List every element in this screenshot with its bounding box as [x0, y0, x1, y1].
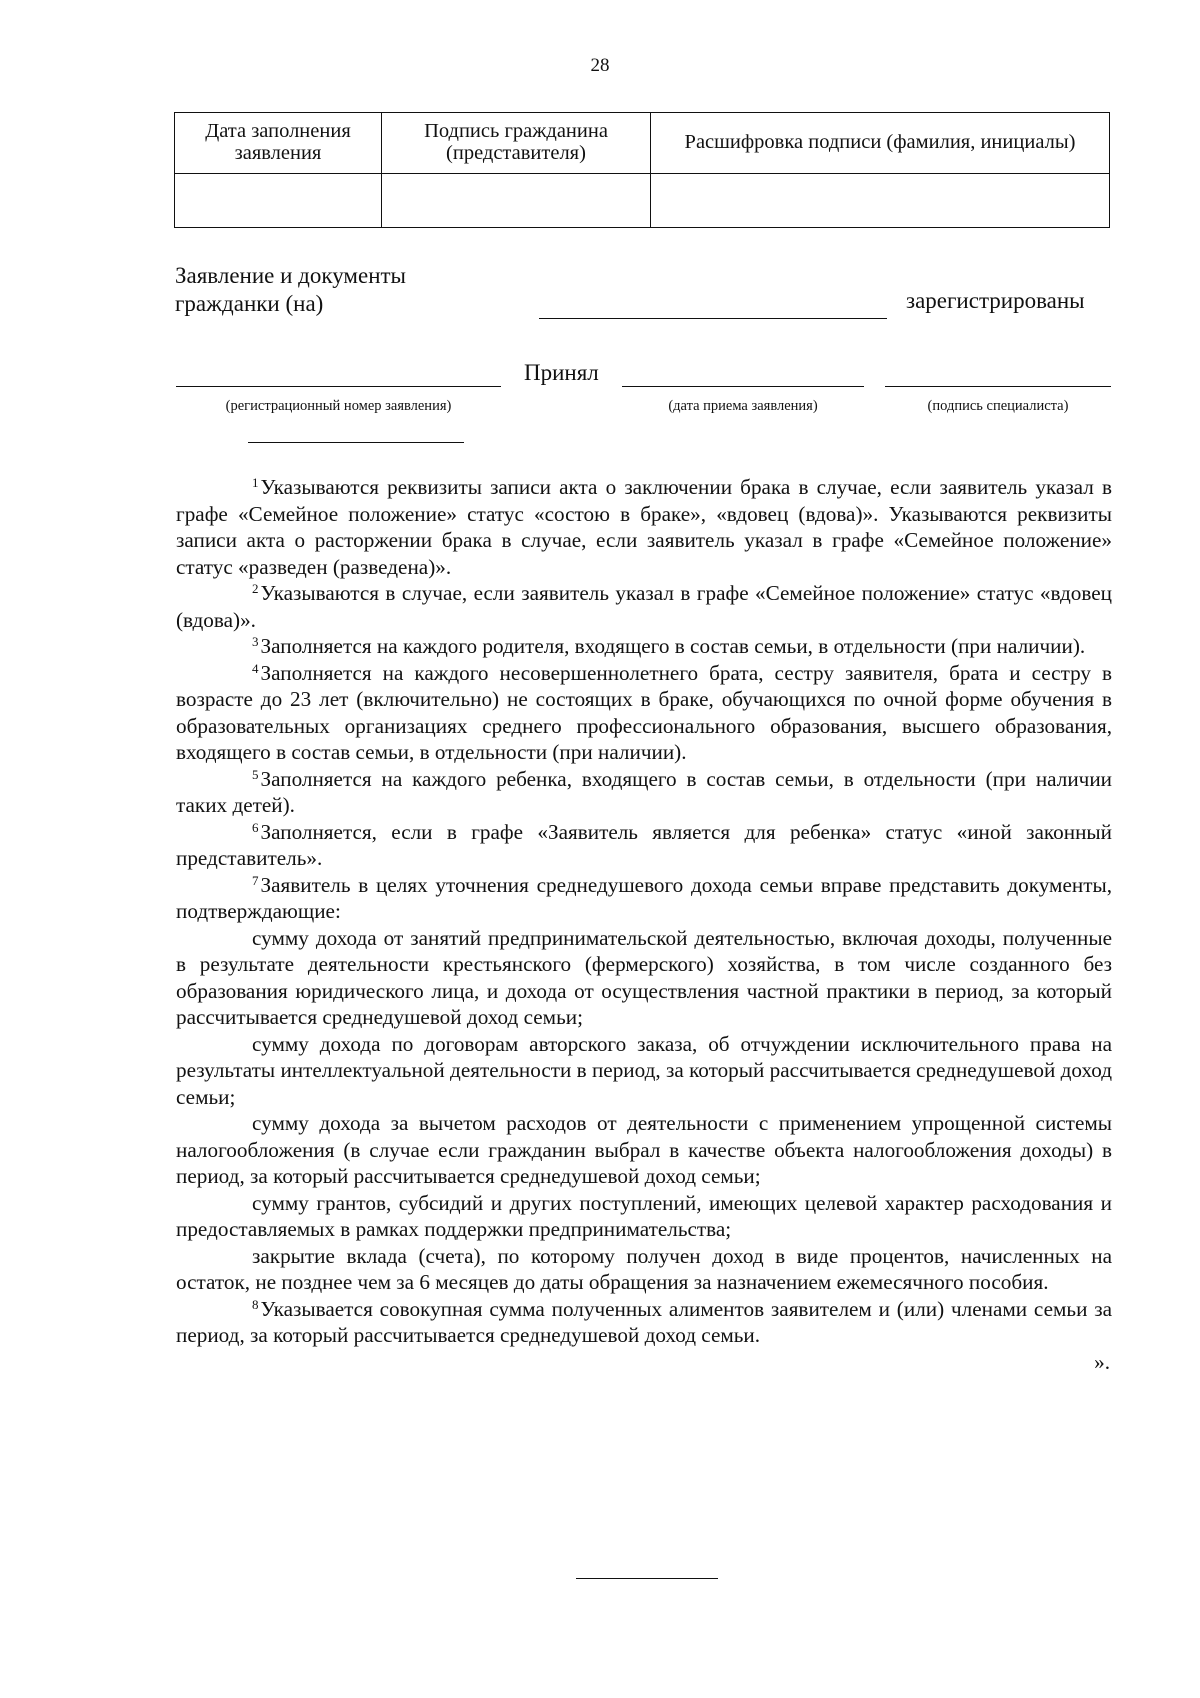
footnote-3: $^3$Заполняется на каждого родителя, входящего в состав семьи, в отдельности (при наличии). — [252, 634, 1086, 658]
signature-table — [174, 112, 1110, 228]
caption-accept-date: (дата приема заявления) — [668, 398, 818, 414]
accepted-label: Принял — [524, 360, 599, 385]
footnote-divider — [248, 442, 464, 443]
footnote-7-item: закрытие вклада (счета), по которому получен доход в виде процентов, начисленных на остаток, не позднее чем за 6 месяцев до даты обращения за назначением ежемесячного пособия. — [176, 1243, 1112, 1294]
column-header-citizen-signature: Подпись гражданина (представителя) — [382, 113, 651, 174]
fill-date-cell[interactable] — [175, 174, 382, 228]
closing-quote: ». — [1094, 1349, 1110, 1374]
footnote-7-item: сумму дохода по договорам авторского заказа, об отчуждении исключительного права на результаты интеллектуальной деятельности в период, за который рассчитывается среднедушевой доход семьи; — [176, 1031, 1112, 1109]
reg-number-line[interactable] — [176, 386, 501, 387]
footnote-7-item: сумму грантов, субсидий и других поступлений, имеющих целевой характер расходования и предоставляемых в рамках поддержки предпринимательства; — [176, 1190, 1112, 1241]
specialist-signature-line[interactable] — [885, 386, 1111, 387]
footnote-7-item: сумму дохода за вычетом расходов от деятельности с применением упрощенной системы налогообложения (в случае если гражданин выбрал в качестве объекта налогообложения доходы) в период, за который рассчитывается среднедушевой доход семьи; — [176, 1111, 1112, 1188]
footnote-5: $^5$Заполняется на каждого ребенка, входящего в состав семьи, в отдельности (при наличии таких детей). — [176, 766, 1112, 817]
column-header-fill-date: Дата заполнения заявления — [175, 113, 382, 174]
registered-label: зарегистрированы — [906, 288, 1085, 313]
footnote-2: $^2$Указываются в случае, если заявитель указал в графе «Семейное положение» статус «вдовец (вдова)». — [176, 581, 1112, 632]
footnote-7-item: сумму дохода от занятий предпринимательской деятельностью, включая доходы, полученные в результате деятельности крестьянского (фермерского) хозяйства, в том числе созданного без образования юридического лица, и дохода от осуществления частной практики в период, за который рассчитывается среднедушевой доход семьи; — [176, 925, 1112, 1029]
footnote-6: $^6$Заполняется, если в графе «Заявитель является для ребенка» статус «иной законный представитель». — [176, 819, 1112, 870]
caption-reg-number: (регистрационный номер заявления) — [225, 398, 452, 414]
citizen-signature-cell[interactable] — [382, 174, 651, 228]
column-header-signature-decoding: Расшифровка подписи (фамилия, инициалы) — [651, 113, 1110, 174]
signature-decoding-cell[interactable] — [651, 174, 1110, 228]
end-divider — [576, 1578, 718, 1579]
registration-label: Заявление и документы гражданки (на) — [175, 263, 407, 316]
footnote-1: $^1$Указываются реквизиты записи акта о заключении брака в случае, если заявитель указал в графе «Семейное положение» статус «состою в браке», «вдовец (вдова)». Указываются реквизиты записи акта о расторжении брака в случае, если заявитель указал в графе «Семейное положение» статус «разведен (разведена)». — [176, 475, 1112, 579]
footnote-4: $^4$Заполняется на каждого несовершеннолетнего брата, сестру заявителя, брата и сестру в возрасте до 23 лет (включительно) не состоящих в браке, обучающихся по очной форме обучения в образовательных организациях среднего профессионального образования, высшего образования, входящего в состав семьи, в отдельности (при наличии). — [176, 660, 1112, 764]
footnote-7: $^7$Заявитель в целях уточнения среднедушевого дохода семьи вправе представить документы, подтверждающие: — [176, 872, 1112, 923]
footnote-8: $^8$Указывается совокупная сумма полученных алиментов заявителем и (или) членами семьи за период, за который рассчитывается среднедушевой доход семьи. — [176, 1296, 1112, 1347]
caption-specialist-signature: (подпись специалиста) — [927, 398, 1069, 414]
registration-name-line[interactable] — [539, 318, 887, 319]
accept-date-line[interactable] — [622, 386, 864, 387]
footnotes — [176, 474, 1112, 1375]
page-number: 28 — [590, 55, 610, 76]
